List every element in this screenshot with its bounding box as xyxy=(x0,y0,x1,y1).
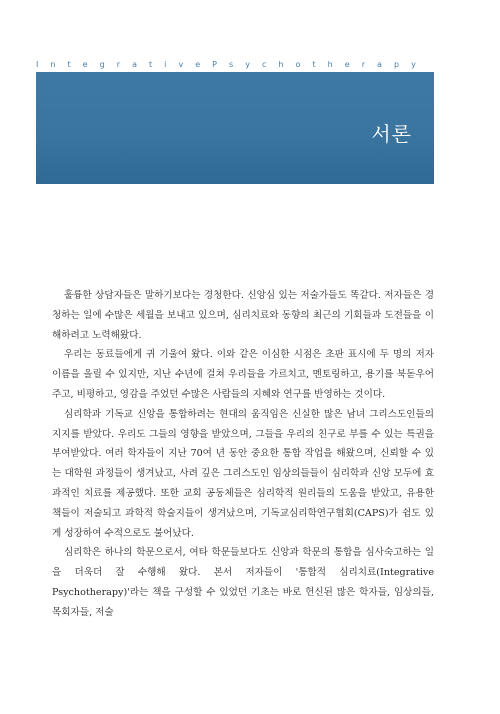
series-letter: y xyxy=(411,60,416,69)
series-letter: y xyxy=(245,60,250,69)
series-letter: r xyxy=(116,60,121,69)
series-letter: v xyxy=(178,60,184,69)
series-letter: c xyxy=(261,60,267,69)
body-text xyxy=(52,286,434,623)
series-header xyxy=(36,60,416,69)
series-letter: a xyxy=(377,60,382,69)
series-letter: h xyxy=(327,60,333,69)
paragraph-2: 우리는 동료들에게 귀 기울여 왔다. 이와 같은 이심한 시점은 초판 표시에 두 명의 저자 이름을 올릴 수 있지만, 지난 수년에 걸쳐 우리들을 가르치고, 멘토링하고, 용기를 북돋우어 주고, 비평하고, 영감을 주었던 수많은 사람들의 지혜와 연구를 반영하는 것이다. xyxy=(52,349,434,400)
series-letter: e xyxy=(82,60,88,69)
series-letter: o xyxy=(295,60,301,69)
series-letter: i xyxy=(164,60,167,69)
series-letter: t xyxy=(149,60,153,69)
series-letter: s xyxy=(229,60,234,69)
series-letter: e xyxy=(344,60,350,69)
paragraph-4: 심리학은 하나의 학문으로서, 여타 학문들보다도 신앙과 학문의 통합을 심사숙고하는 일을 더욱더 잘 수행해 왔다. 본서 저자들이 '통합적 심리치료(Integrative Psychotherapy)'라는 책을 구성할 수 있었던 기초는 바로 헌신된 많은 학자들, 임상의들, 목회자들, 저술 xyxy=(52,547,434,618)
series-letter: t xyxy=(312,60,316,69)
series-letter: h xyxy=(278,60,284,69)
series-letter: P xyxy=(212,60,217,69)
series-letter: p xyxy=(393,60,400,69)
paragraph-3: 심리학과 기독교 신앙을 통합하려는 현대의 움직임은 신실한 많은 남녀 그리스도인들의 지지를 받았다. 우리도 그들의 영향을 받았으며, 그들을 우리의 친구로 부를 수 있는 특권을 부여받았다. 여러 학자들이 지난 70여 년 동안 중요한 통합 작업을 해왔으며, 신뢰할 수 있는 대학원 과정들이 생겨났고, 사려 깊은 그리스도인 임상의들들이 심리학과 신앙 모두에 효과적인 치료를 제공했다. 또한 교회 공동체들은 심리학적 원리들의 도움을 받았고, 유용한 책들이 저술되고 과학적 학술지들이 생겨났으며, 기독교심리학연구협회(CAPS)가 쉼도 있게 성장하여 수적으로도 불어났다. xyxy=(52,408,434,539)
series-letter: a xyxy=(132,60,137,69)
series-letter: t xyxy=(67,60,71,69)
series-letter: e xyxy=(195,60,201,69)
series-letter: r xyxy=(361,60,365,69)
series-letter: g xyxy=(99,60,105,69)
series-letter: I xyxy=(36,60,39,69)
paragraph-1: 훌륭한 상담자들은 말하기보다는 경청한다. 신앙심 있는 저술가들도 똑같다. 저자들은 경청하는 일에 수많은 세월을 보내고 있으며, 심리치료와 동향의 최근의 기회들과 도전들을 이해하려고 노력해왔다. xyxy=(52,290,434,341)
title-banner xyxy=(36,72,434,184)
series-letter: n xyxy=(50,60,56,69)
chapter-title: 서론 xyxy=(371,122,412,146)
